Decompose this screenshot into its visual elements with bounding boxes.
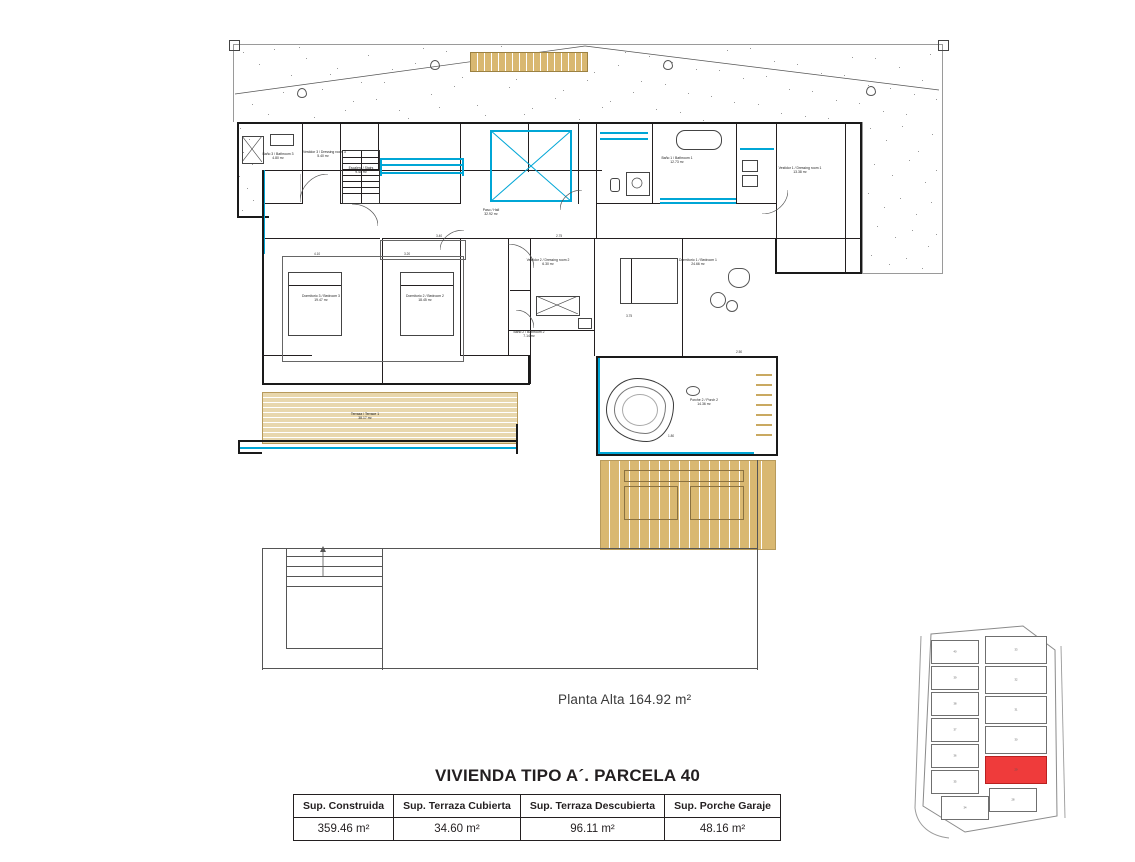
dimension-label: 2.75 (556, 234, 563, 238)
value-sup-terraza-descubierta: 96.11 m² (520, 818, 664, 841)
sink (578, 318, 592, 329)
door-swing (762, 190, 788, 214)
keyplan-plot: 39 (931, 666, 979, 690)
deck-furniture (690, 486, 744, 520)
keyplan-plot: 32 (985, 666, 1047, 694)
room-label-dressing-1: Vestidor 1 / Dressing room 1 13.38 m² (778, 166, 822, 175)
areas-table (293, 794, 781, 841)
floor-area-label: Planta Alta 164.92 m² (558, 692, 692, 707)
keyplan-plot: 40 (931, 640, 979, 664)
door-swing (352, 204, 378, 226)
areas-table-wrapper (293, 794, 781, 841)
dimension-label: 4.10 (314, 252, 321, 256)
header-sup-construida: Sup. Construida (294, 795, 394, 818)
room-label-dressing-2: Vestidor 2 / Dressing room 2 6.30 m² (526, 258, 570, 267)
pool-water (622, 394, 658, 426)
keyplan-plot: 36 (931, 744, 979, 768)
rooftop-element (470, 52, 588, 72)
armchair (728, 268, 750, 288)
header-sup-terraza-descubierta: Sup. Terraza Descubierta (520, 795, 664, 818)
keyplan-plot: 37 (931, 718, 979, 742)
dimension-label: 3.40 (436, 234, 443, 238)
room-label-hall: Paso / Hall 32.92 m² (482, 208, 500, 217)
sink (742, 175, 758, 187)
table-row (294, 818, 781, 841)
table-header-row (294, 795, 781, 818)
keyplan-plot: 35 (931, 770, 979, 794)
terrain-speckle-right (862, 122, 944, 272)
value-sup-terraza-cubierta: 34.60 m² (394, 818, 521, 841)
stair-direction-arrow (318, 546, 328, 576)
sink-bathroom-3 (270, 134, 294, 146)
porch-louvers (756, 370, 772, 440)
shower-diagonals (626, 172, 648, 194)
keyplan-plot: 38 (931, 692, 979, 716)
room-label-bathroom-1: Baño 1 / Bathroom 1 12.73 m² (661, 156, 693, 165)
room-label-dressing-3: Vestidor 3 / Dressing room 3 5.40 m² (303, 150, 346, 159)
door-swing (300, 174, 328, 202)
room-label-bedroom-3: Dormitorio 3 / Bedroom 3 19.47 m² (302, 294, 340, 303)
dimension-label: 3.20 (404, 252, 411, 256)
room-label-porch-2: Porche 2 / Porch 2 14.36 m² (689, 398, 719, 407)
dimension-label: 2.50 (736, 350, 743, 354)
wardrobe-unit (282, 256, 464, 362)
keyplan-plot: 28 (989, 788, 1037, 812)
header-sup-porche-garaje: Sup. Porche Garaje (665, 795, 781, 818)
door-swing (516, 310, 534, 328)
room-label-bathroom-2: Baño 2 / Bathroom 2 7.14 m² (513, 330, 545, 339)
value-sup-porche-garaje: 48.16 m² (665, 818, 781, 841)
keyplan-plot: 34 (941, 796, 989, 820)
keyplan-plot: 31 (985, 696, 1047, 724)
deck-furniture (624, 486, 678, 520)
toilet (610, 178, 620, 192)
page-title: VIVIENDA TIPO A´. PARCELA 40 (434, 766, 701, 785)
dimension-label: 1.80 (668, 434, 675, 438)
terrain-ridge-lines (233, 44, 945, 124)
deck-furniture (624, 470, 744, 482)
room-label-stairs: Escalera / Stairs 9.40 m² (348, 166, 374, 175)
door-swing (560, 190, 582, 210)
room-label-bedroom-1: Dormitorio 1 / Bedroom 1 24.66 m² (679, 258, 717, 267)
staircase (342, 150, 380, 204)
header-sup-terraza-cubierta: Sup. Terraza Cubierta (394, 795, 521, 818)
keyplan-plot: 33 (985, 636, 1047, 664)
sink (742, 160, 758, 172)
keyplan-plot: 30 (985, 726, 1047, 754)
dimension-label: 3.75 (626, 314, 633, 318)
room-label-terrace-1: Terraza / Terrace 1 38.17 m² (350, 412, 380, 421)
room-label-bedroom-2: Dormitorio 2 / Bedroom 2 18.45 m² (406, 294, 444, 303)
room-label-bathroom-3: Baño 3 / Bathroom 3 4.80 m² (262, 152, 294, 161)
outdoor-shower (686, 386, 700, 396)
keyplan-plot-highlighted: 29 (985, 756, 1047, 784)
key-plan (905, 620, 1105, 845)
bathtub-bathroom-1 (676, 130, 722, 150)
door-swing (440, 230, 464, 250)
value-sup-construida: 359.46 m² (294, 818, 394, 841)
side-table (710, 292, 726, 308)
bathtub-detail (536, 296, 578, 314)
side-table (726, 300, 738, 312)
